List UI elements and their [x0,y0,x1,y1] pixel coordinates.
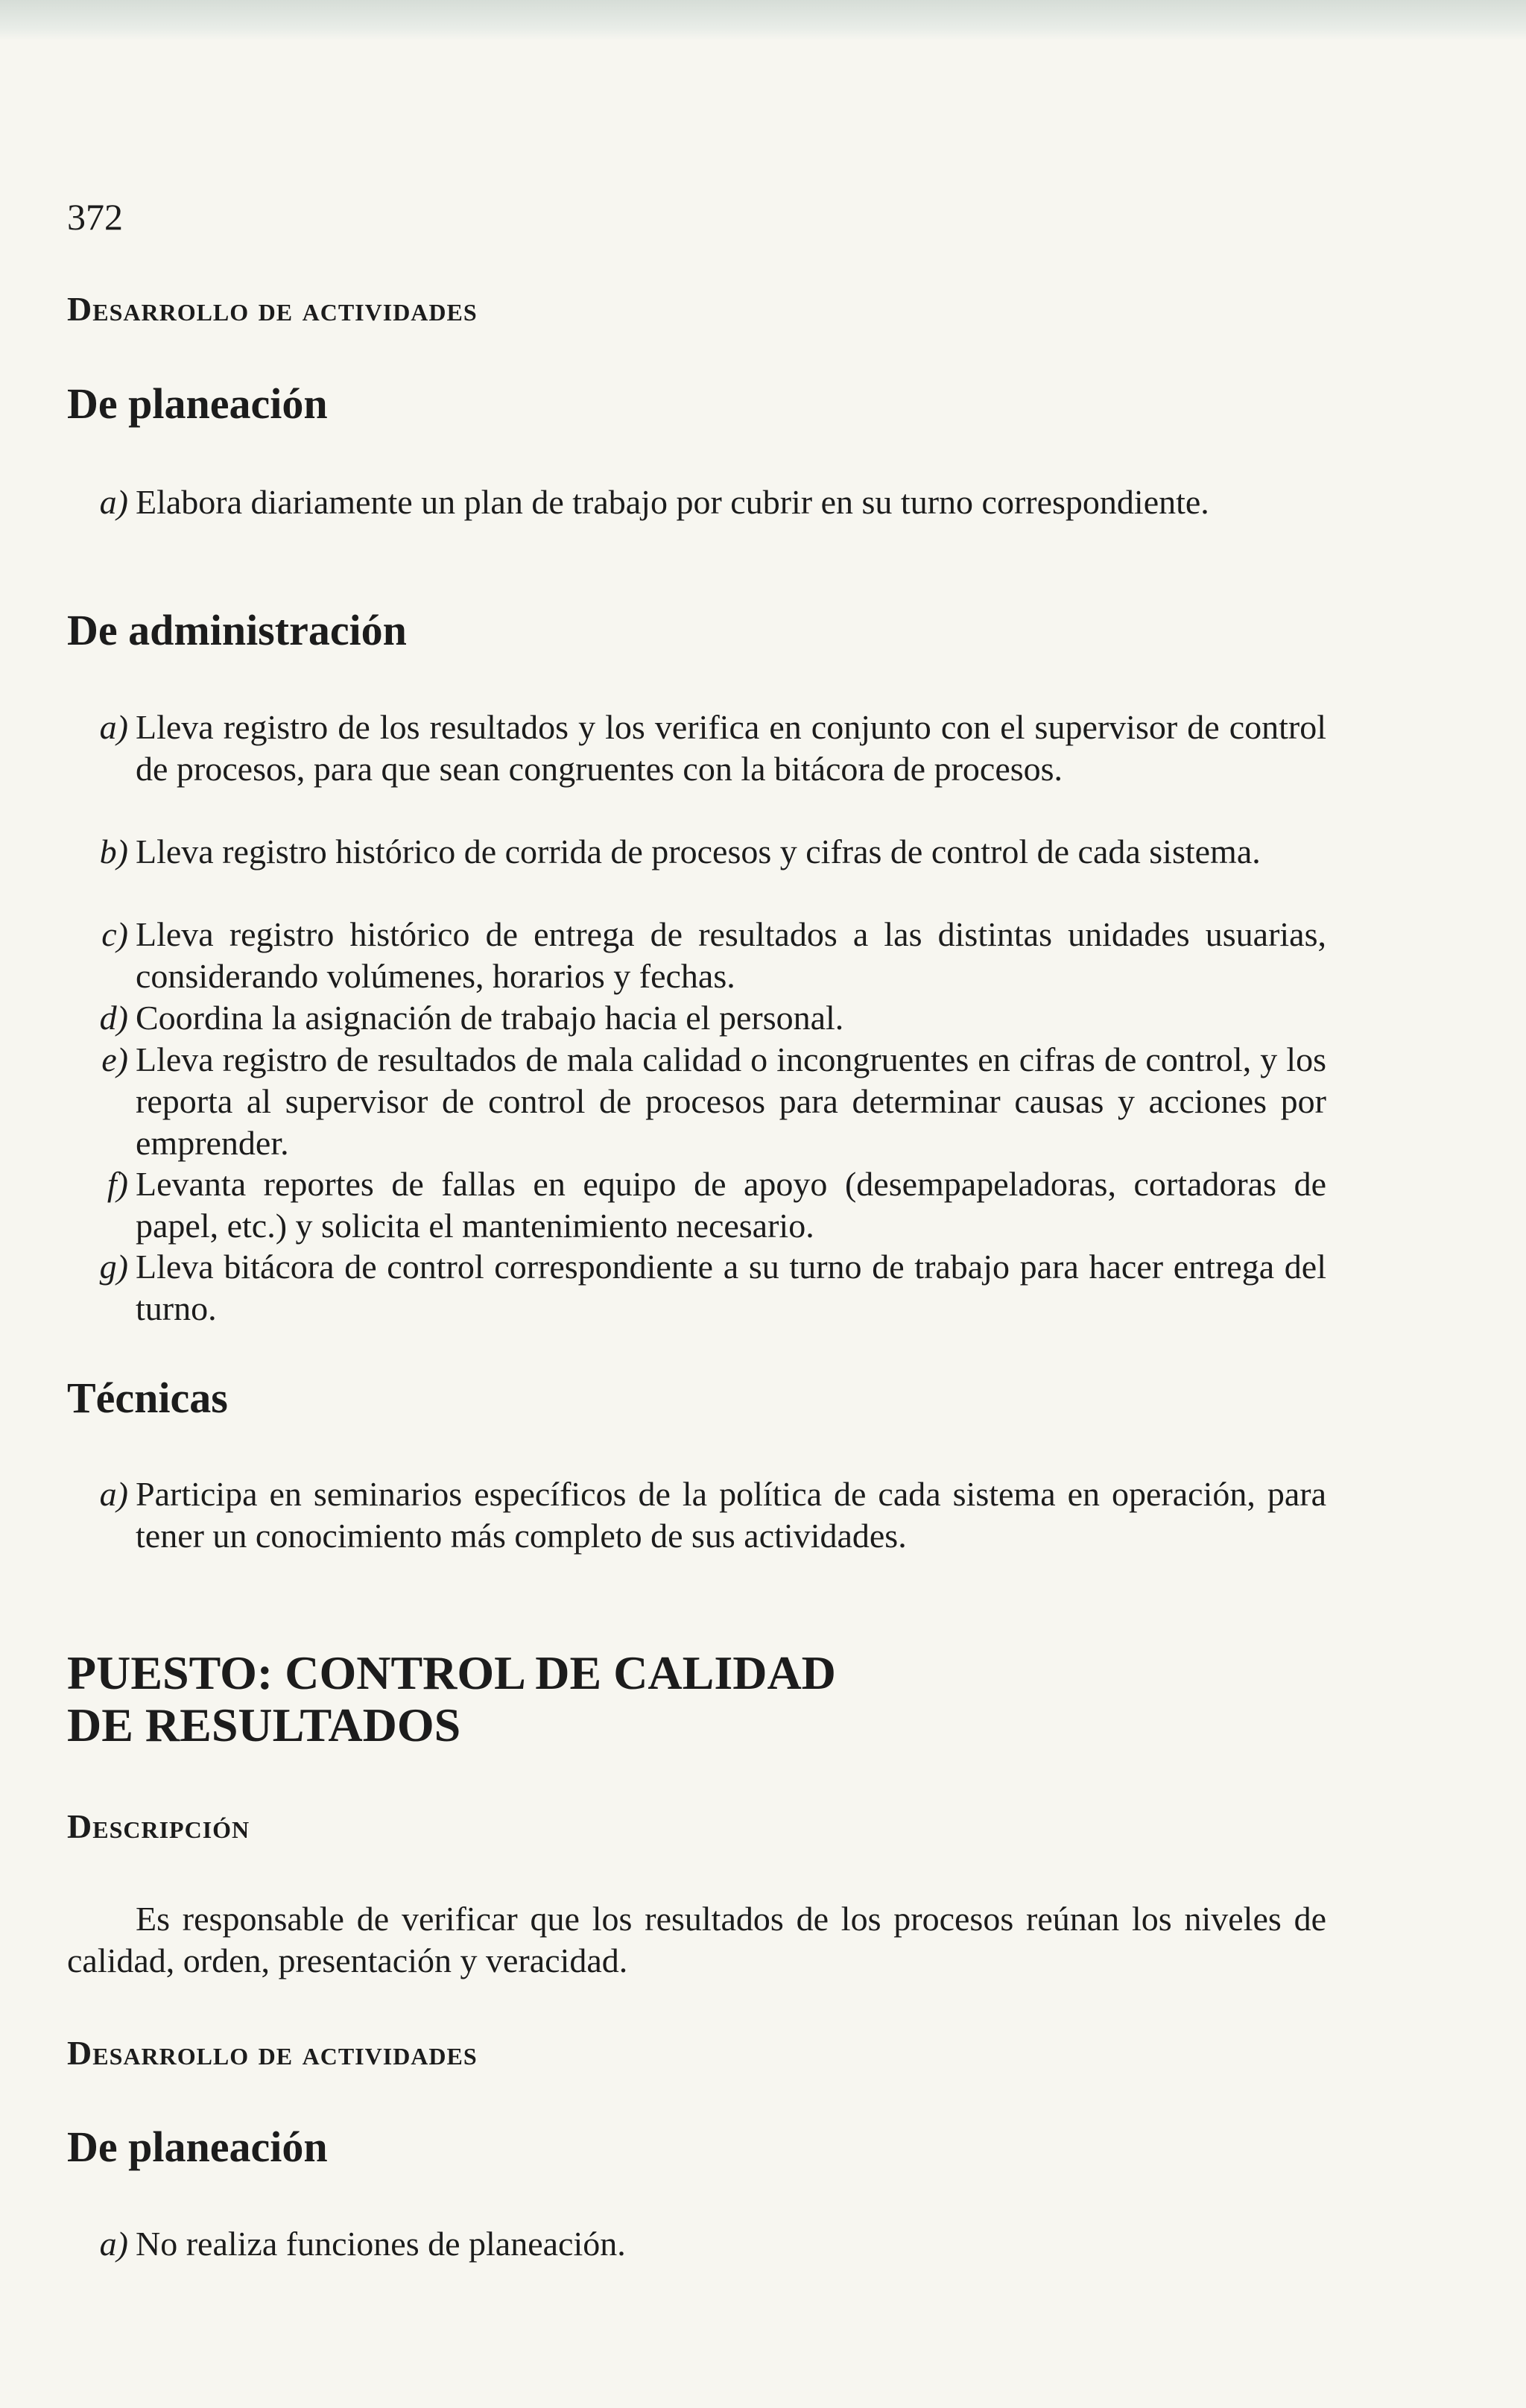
list-item [99,997,1326,1039]
item-label: a) [99,483,128,521]
item-label: a) [99,2225,128,2263]
subheading-planeacion-2: De planeación [67,2123,328,2171]
item-text: Elabora diariamente un plan de trabajo por cubrir en su turno correspondiente. [136,483,1209,521]
item-text: Lleva bitácora de control correspondiente a su turno de trabajo para hacer entrega del turno. [136,1248,1326,1327]
item-text: No realiza funciones de planeación. [136,2225,626,2263]
item-label: a) [99,708,128,746]
list-item [99,2223,1326,2265]
list-item [107,1163,1326,1247]
item-label: g) [99,1248,128,1286]
item-text: Participa en seminarios específicos de la política de cada sistema en operación, para tener un conocimiento más completo de sus actividades. [136,1475,1326,1555]
item-text: Lleva registro histórico de corrida de procesos y cifras de control de cada sistema. [136,832,1261,870]
subheading-tecnicas: Técnicas [67,1374,228,1422]
description-paragraph: Es responsable de verificar que los resultados de los procesos reúnan los niveles de calidad, orden, presentación y veracidad. [67,1900,1326,1979]
item-label: b) [99,832,128,870]
list-item [99,707,1326,790]
item-label: e) [101,1040,128,1078]
list-item [99,1473,1326,1557]
list-item [99,1246,1326,1330]
item-text: Lleva registro de resultados de mala calidad o incongruentes en cifras de control, y los reporta al supervisor de control de procesos para determinar causas y acciones por emprender. [136,1040,1326,1162]
subheading-administracion: De administración [67,606,407,654]
item-text: Lleva registro de los resultados y los verifica en conjunto con el supervisor de control de procesos, para que sean congruentes con la bitácora de procesos. [136,708,1326,788]
section-heading-desarrollo-2: Desarrollo de actividades [67,2034,478,2072]
section-heading-descripcion: Descripción [67,1807,250,1845]
list-item [99,831,1326,873]
page-top-edge [0,0,1526,41]
item-label: a) [99,1475,128,1513]
list-item [101,1039,1326,1164]
list-item [101,914,1326,997]
subheading-planeacion: De planeación [67,379,328,428]
item-text: Coordina la asignación de trabajo hacia el personal. [136,999,844,1037]
item-text: Levanta reportes de fallas en equipo de apoyo (desempapeladoras, cortadoras de papel, etc.) y solicita el mantenimiento necesario. [136,1165,1326,1245]
list-item [99,481,1326,523]
item-label: c) [101,915,128,953]
page-number: 372 [67,196,123,238]
item-label: d) [99,999,128,1037]
item-text: Lleva registro histórico de entrega de resultados a las distintas unidades usuarias, considerando volúmenes, horarios y fechas. [136,915,1326,995]
position-title [67,1647,836,1751]
section-heading-desarrollo: Desarrollo de actividades [67,290,478,328]
item-label: f) [107,1165,128,1203]
position-title-line2: DE RESULTADOS [67,1698,461,1751]
position-title-line1: PUESTO: CONTROL DE CALIDAD [67,1646,836,1699]
